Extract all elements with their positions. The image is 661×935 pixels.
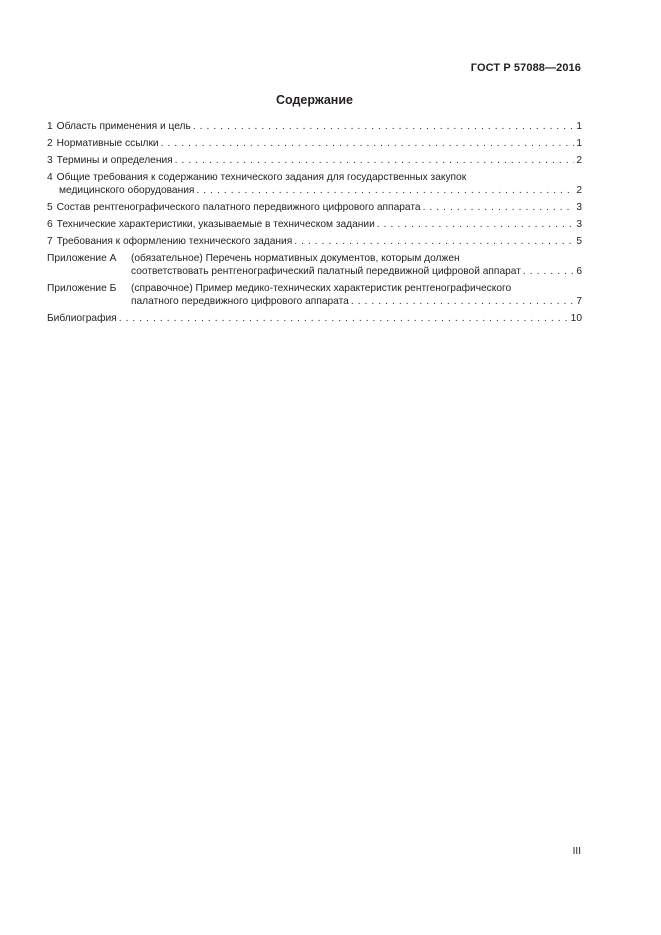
toc-entry-number: 7 [47,236,53,247]
toc-entry-text: Требования к оформлению технического задания [56,236,293,247]
toc-appendix-b[interactable] [47,282,582,308]
appendix-text-continued: соответствовать рентгенографический палатный передвижной цифровой аппарат [131,266,521,277]
dot-leader [196,184,574,197]
page-number: III [572,846,581,857]
toc-entry-number: 4 [47,172,53,183]
toc-entry-5[interactable] [47,201,582,214]
appendix-page: 6 [576,266,582,277]
toc-entry-6[interactable] [47,218,582,231]
dot-leader [377,218,575,231]
toc-entry-7[interactable] [47,235,582,248]
bibliography-page: 10 [570,313,582,324]
toc-entry-text: Термины и определения [56,155,173,166]
toc-entry-page: 1 [576,121,582,132]
toc-entry-number: 2 [47,138,53,149]
toc-entry-number: 6 [47,219,53,230]
toc-entry-text: Нормативные ссылки [56,138,159,149]
toc-entry-number: 5 [47,202,53,213]
appendix-text-continued: палатного передвижного цифрового аппарата [131,296,349,307]
dot-leader [193,120,575,133]
toc-entry-4[interactable] [47,171,582,197]
toc-entry-text: Общие требования к содержанию технического задания для государственных закупок [56,172,467,183]
toc-title: Содержание [275,93,353,107]
appendix-text: (обязательное) Перечень нормативных документов, которым должен [131,253,460,264]
dot-leader [294,235,574,248]
toc-entry-page: 3 [576,219,582,230]
toc-appendix-a[interactable] [47,252,582,278]
appendix-page: 7 [576,296,582,307]
toc-entry-number: 3 [47,155,53,166]
toc-entry-page: 3 [576,202,582,213]
appendix-label: Приложение Б [47,283,117,294]
toc-entry-1[interactable] [47,120,582,133]
toc-entry-3[interactable] [47,154,582,167]
dot-leader [161,137,575,150]
bibliography-label: Библиография [47,313,117,324]
toc-entry-text: Состав рентгенографического палатного передвижного цифрового аппарата [56,202,421,213]
toc-entry-2[interactable] [47,137,582,150]
toc-entry-text: Технические характеристики, указываемые в техническом задании [56,219,375,230]
toc-entry-page: 5 [576,236,582,247]
toc-entry-page: 1 [576,138,582,149]
dot-leader [423,201,575,214]
standard-code: ГОСТ Р 57088—2016 [470,62,581,74]
table-of-contents [47,120,582,329]
appendix-text: (справочное) Пример медико-технических характеристик рентгенографического [131,283,512,294]
toc-entry-text: Область применения и цель [56,121,191,132]
toc-entry-text-continued: медицинского оборудования [59,185,195,196]
toc-bibliography[interactable] [47,312,582,325]
dot-leader [119,312,569,325]
dot-leader [351,295,575,308]
toc-entry-page: 2 [576,185,582,196]
dot-leader [523,265,574,278]
toc-entry-number: 1 [47,121,53,132]
dot-leader [175,154,575,167]
appendix-label: Приложение А [47,253,117,264]
toc-entry-page: 2 [576,155,582,166]
